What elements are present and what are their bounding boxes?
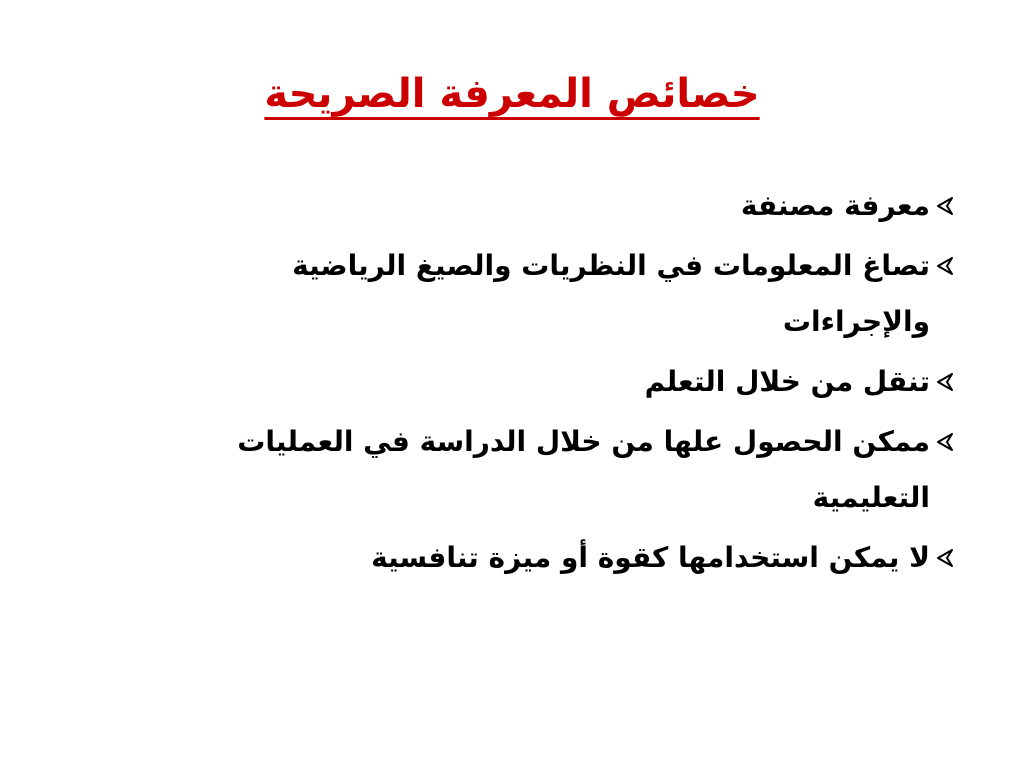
- arrow-bullet-icon: [932, 414, 958, 470]
- slide-title: خصائص المعرفة الصريحة: [264, 71, 760, 117]
- arrow-bullet-icon: [932, 354, 958, 410]
- bullet-text: تصاغ المعلومات في النظريات والصيغ الرياضية والإجراءات: [292, 249, 930, 338]
- bullet-item: [178, 178, 958, 234]
- bullet-text: تنقل من خلال التعلم: [644, 365, 930, 398]
- arrow-bullet-icon: [932, 178, 958, 234]
- bullet-text: ممكن الحصول علها من خلال الدراسة في العمليات التعليمية: [237, 425, 930, 514]
- bullet-item: [178, 530, 958, 586]
- arrow-bullet-icon: [932, 238, 958, 294]
- bullet-text: لا يمكن استخدامها كقوة أو ميزة تنافسية: [371, 541, 930, 574]
- bullet-item: [178, 354, 958, 410]
- arrow-bullet-icon: [932, 530, 958, 586]
- bullet-item: [178, 238, 958, 350]
- bullet-text: معرفة مصنفة: [740, 189, 930, 222]
- bullet-item: [178, 414, 958, 526]
- bullet-list: [178, 178, 958, 590]
